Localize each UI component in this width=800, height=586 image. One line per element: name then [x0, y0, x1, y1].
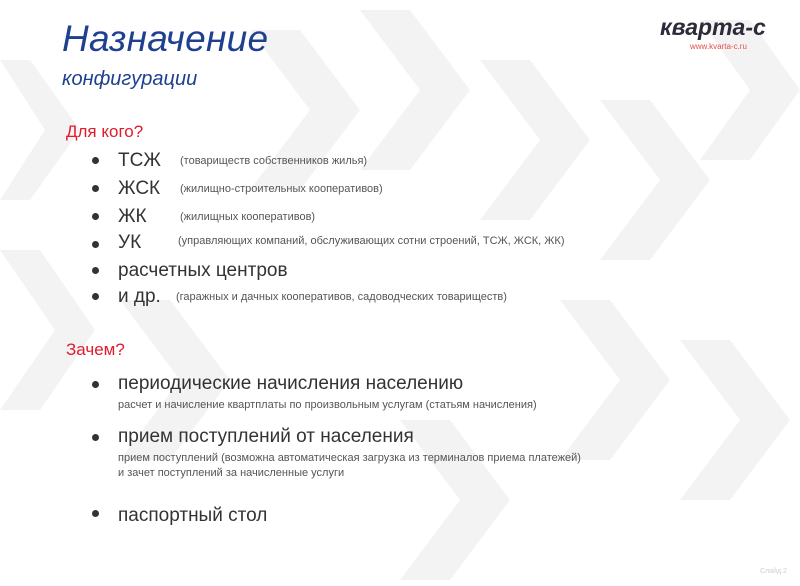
list-item-desc: расчет и начисление квартплаты по произвольным услугам (статьям начисления) [118, 399, 537, 411]
list-item-term: расчетных центров [118, 260, 288, 281]
page-subtitle: конфигурации [62, 68, 198, 90]
list-item-desc: и зачет поступлений за начисленные услуги [118, 467, 345, 479]
list-item-term: и др. [118, 286, 161, 307]
list-item-term: УК [118, 232, 142, 253]
bullet-icon [92, 213, 99, 220]
list-item-term: ЖСК [118, 178, 161, 199]
bullet-icon [92, 510, 99, 517]
list-item-term: ЖК [118, 206, 147, 227]
list-item-desc: прием поступлений (возможна автоматическая загрузка из терминалов приема платежей) [118, 452, 581, 464]
list-item-title: прием поступлений от населения [118, 426, 414, 447]
bullet-icon [92, 267, 99, 274]
bullet-icon [92, 381, 99, 388]
list-item-note: (товариществ собственников жилья) [180, 155, 368, 167]
section-heading-who: Для кого? [66, 122, 144, 141]
list-item-term: ТСЖ [118, 150, 161, 171]
page-title: Назначение [62, 18, 269, 59]
list-item-note: (жилищных кооперативов) [180, 211, 316, 223]
page-number: Слайд 2 [760, 568, 787, 575]
list-item-note: (жилищно-строительных кооперативов) [180, 183, 383, 195]
list-item-note: (гаражных и дачных кооперативов, садоводческих товариществ) [176, 291, 507, 303]
bullet-icon [92, 434, 99, 441]
list-item-title: периодические начисления населению [118, 373, 464, 394]
section-heading-why: Зачем? [66, 340, 125, 359]
bullet-icon [92, 293, 99, 300]
logo-url: www.kvarta-c.ru [690, 42, 747, 51]
bullet-icon [92, 185, 99, 192]
bullet-icon [92, 241, 99, 248]
bullet-icon [92, 157, 99, 164]
list-item-title: паспортный стол [118, 505, 268, 526]
list-item-note: (управляющих компаний, обслуживающих сотни строений, ТСЖ, ЖСК, ЖК) [178, 235, 565, 247]
company-logo: кварта-с [660, 14, 766, 40]
